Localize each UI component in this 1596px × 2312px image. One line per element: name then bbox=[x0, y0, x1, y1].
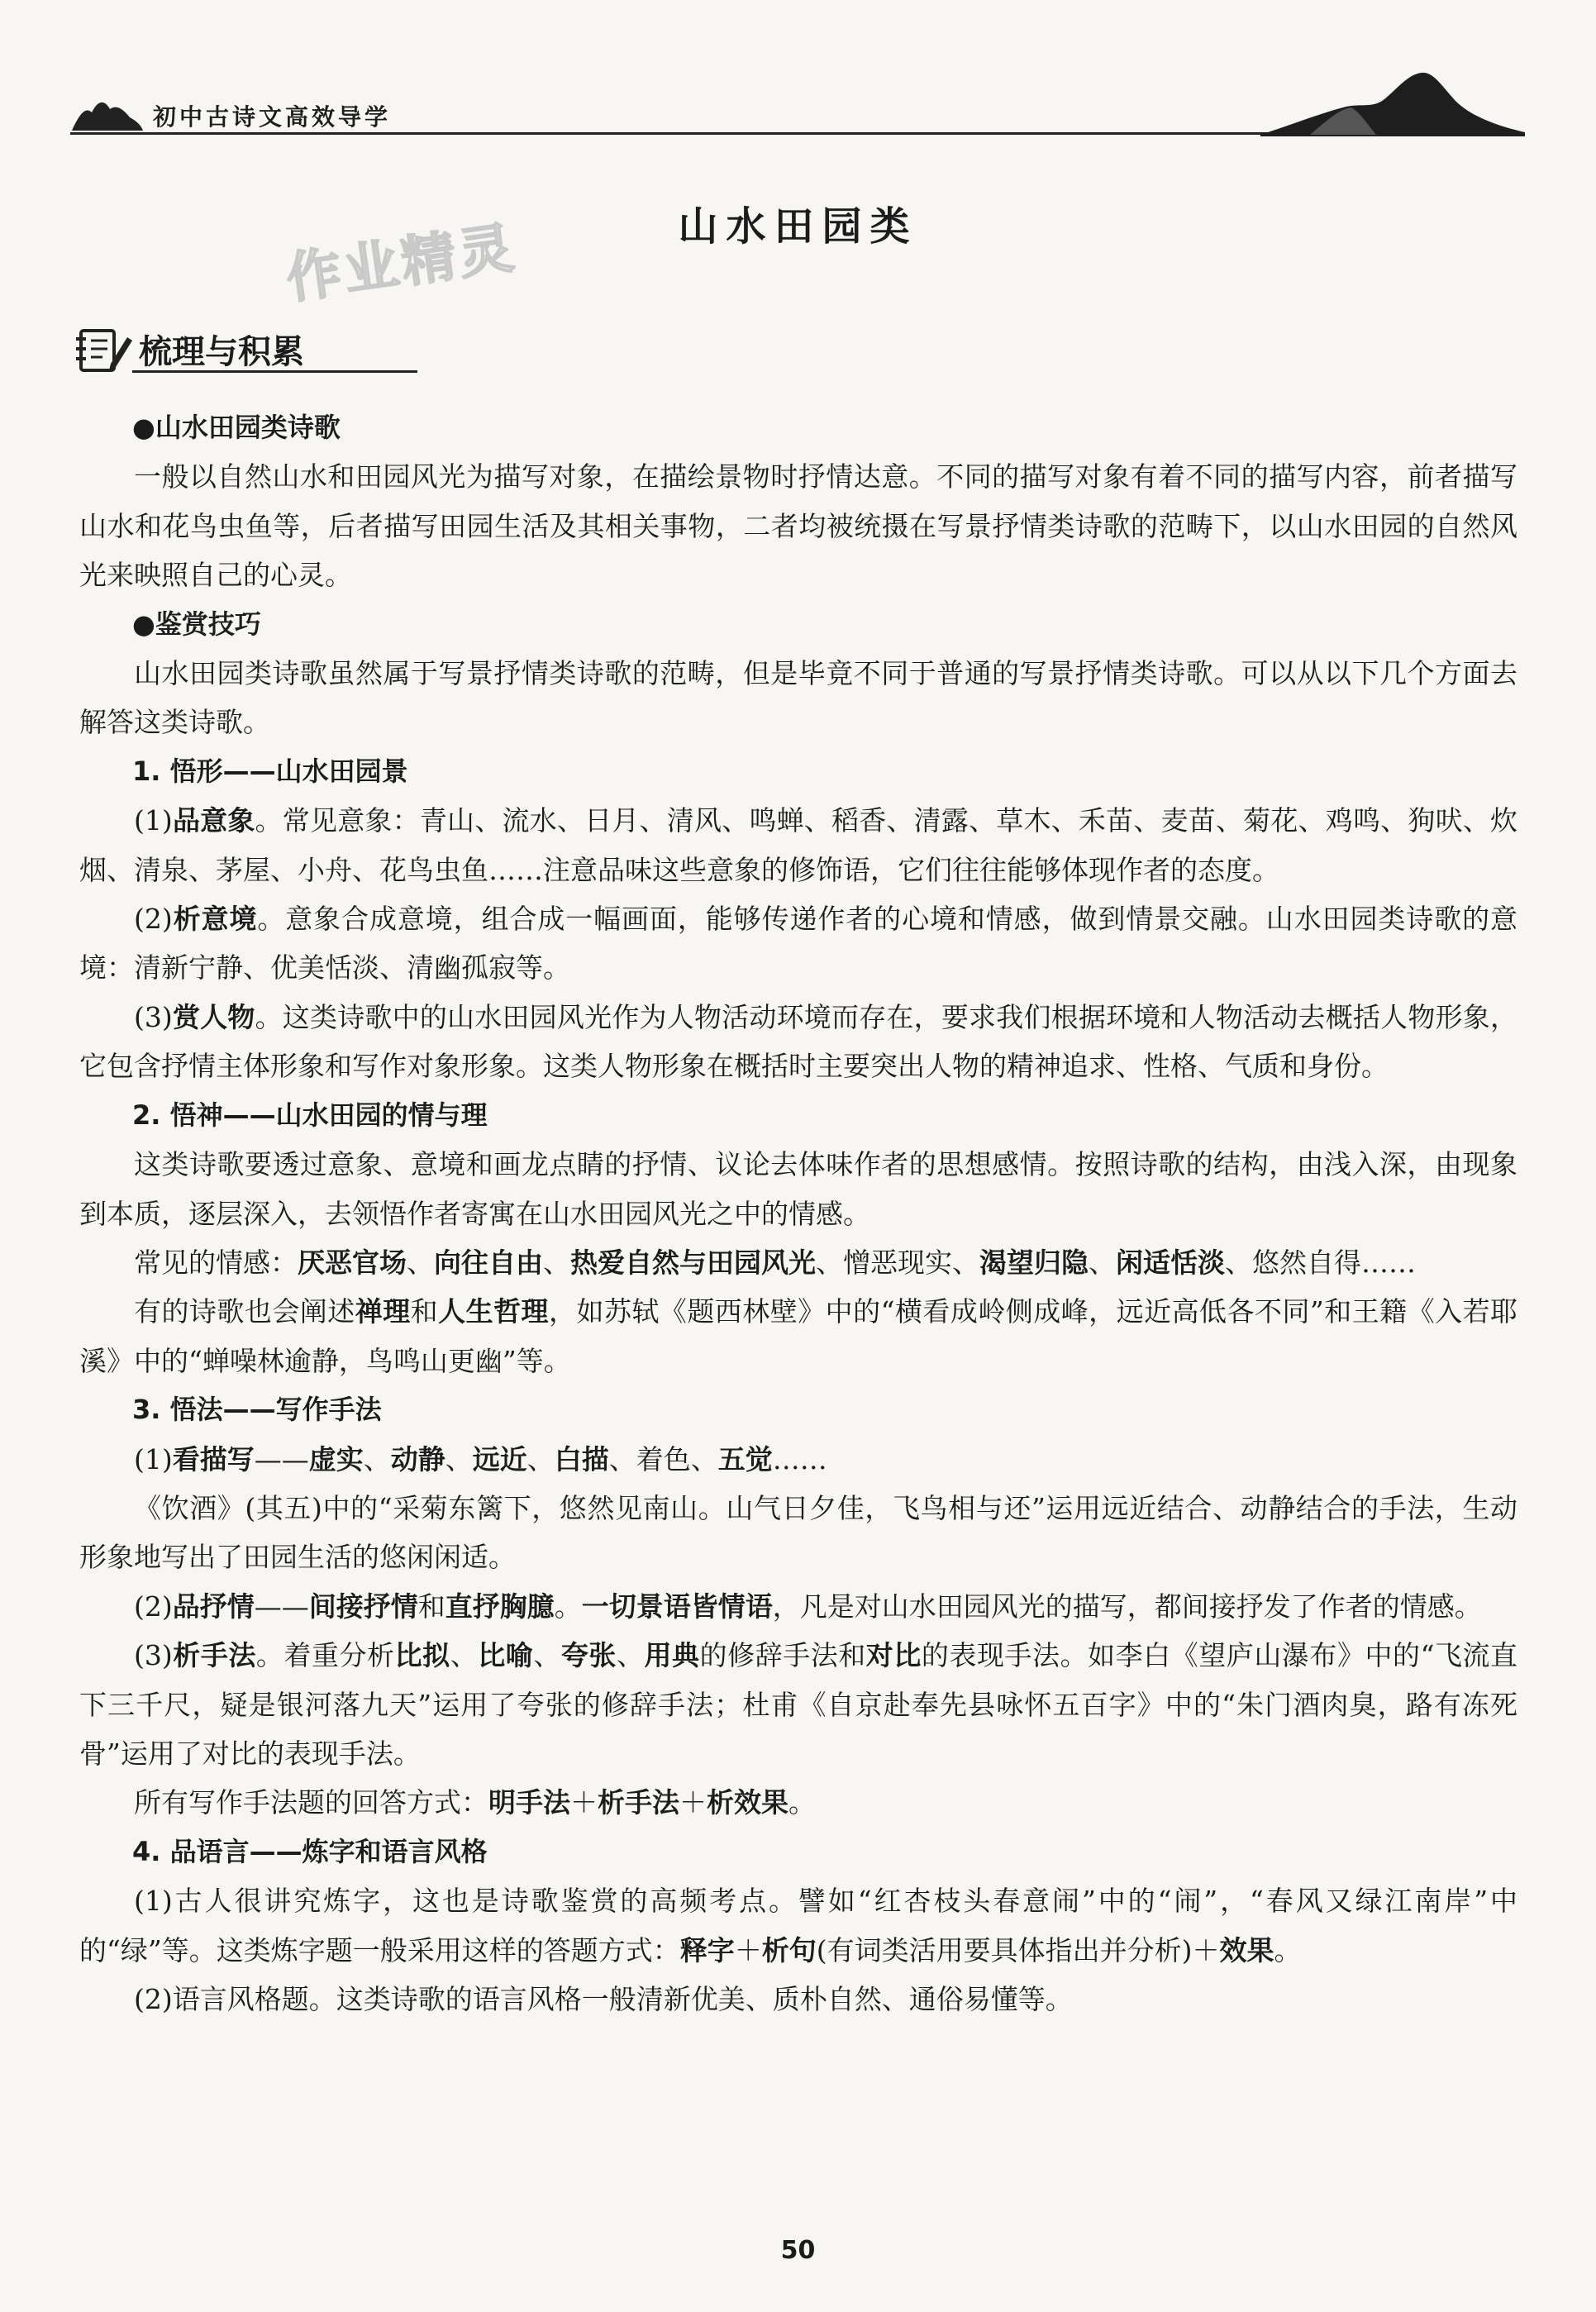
bold-run: 释字 bbox=[679, 1933, 735, 1966]
text-run: 。常见意象：青山、流水、日月、清风、鸣蝉、稻香、清露、草木、禾苗、麦苗、菊花、鸡鸣、狗吠、炊烟、清泉、茅屋、小舟、花鸟虫鱼……注意品味这些意象的修饰语，它们往往能够体现作者的态度。 bbox=[79, 804, 1518, 886]
paragraph bbox=[79, 1778, 1517, 1827]
text-run: 一般以自然山水和田园风光为描写对象，在描绘景物时抒情达意。不同的描写对象有着不同的描写内容，前者描写山水和花鸟虫鱼等，后者描写田园生活及其相关事物，二者均被统摄在写景抒情类诗歌的范畴下，以山水田园的自然风光来映照自己的心灵。 bbox=[79, 460, 1517, 592]
text-run: 的表现手法。如李白《望庐山瀑布》中的“飞流直下三千尺，疑是银河落九天”运用了夸张的修辞手法；杜甫《自京赴奉先县咏怀五百字》中的“朱门酒肉臭，路有冻死骨”运用了对比的表现手法。 bbox=[79, 1639, 1518, 1770]
text-run: ＋ bbox=[679, 1786, 707, 1819]
text-run: ＋ bbox=[734, 1933, 762, 1966]
text-run: ＋ bbox=[570, 1786, 598, 1819]
notebook-pencil-icon bbox=[74, 326, 134, 375]
mountain-logo-icon bbox=[70, 91, 145, 132]
paragraph bbox=[79, 1140, 1517, 1238]
bold-run: 看描写 bbox=[172, 1442, 255, 1475]
paragraph bbox=[79, 403, 1517, 452]
bold-run: 析手法 bbox=[598, 1786, 679, 1819]
text-run: (1)古人很讲究炼字，这也是诗歌鉴赏的高频考点。譬如“红杏枝头春意闹”中的“闹”，“春风又绿江南岸”中的“绿”等。这类炼字题一般采用这样的答题方式： bbox=[79, 1885, 1517, 1966]
text-run: 、 bbox=[445, 1442, 473, 1475]
text-run: (1) bbox=[134, 804, 173, 837]
bold-run: 比拟 bbox=[394, 1639, 450, 1672]
text-run: (3) bbox=[134, 1639, 173, 1672]
text-run: 所有写作手法题的回答方式： bbox=[134, 1786, 488, 1819]
paragraph bbox=[79, 1828, 1517, 1876]
bold-run: 动静 bbox=[390, 1442, 445, 1475]
text-run: 和 bbox=[417, 1590, 445, 1623]
text-run: (3) bbox=[134, 1000, 173, 1033]
text-run: 、 bbox=[1089, 1246, 1116, 1279]
bold-run: 闲适恬淡 bbox=[1116, 1246, 1225, 1279]
watermark: 作业精灵 bbox=[282, 215, 521, 312]
text-run: 、悠然自得…… bbox=[1225, 1246, 1416, 1279]
text-run: 。这类诗歌中的山水田园风光作为人物活动环境而存在，要求我们根据环境和人物活动去概括人物形象，它包含抒情主体形象和写作对象形象。这类人物形象在概括时主要突出人物的精神追求、性格、气质和身份。 bbox=[79, 1000, 1518, 1083]
text-run: 。 bbox=[788, 1786, 816, 1819]
mountain-silhouette-icon bbox=[1260, 66, 1525, 136]
bold-run: 析效果 bbox=[707, 1786, 788, 1819]
text-run: (2) bbox=[134, 903, 173, 936]
text-run: 。意象合成意境，组合成一幅画面，能够传递作者的心境和情感，做到情景交融。山水田园类诗歌的意境：清新宁静、优美恬淡、清幽孤寂等。 bbox=[79, 903, 1518, 984]
bold-run: 4. 品语言——炼字和语言风格 bbox=[132, 1835, 488, 1867]
paragraph bbox=[79, 796, 1517, 894]
text-run: ，如苏轼《题西林壁》中的“横看成岭侧成峰，远近高低各不同”和王籍《入若耶溪》中的“蝉噪林逾静，鸟鸣山更幽”等。 bbox=[79, 1295, 1518, 1377]
text-run: 、 bbox=[616, 1639, 645, 1672]
bold-run: 间接抒情 bbox=[308, 1590, 418, 1623]
text-run: 。着重分析 bbox=[255, 1639, 395, 1672]
paragraph bbox=[79, 649, 1517, 747]
bold-run: 3. 悟法——写作手法 bbox=[132, 1394, 382, 1426]
text-run: 。 bbox=[554, 1590, 582, 1623]
bold-run: 用典 bbox=[644, 1639, 700, 1672]
text-run: 山水田园类诗歌虽然属于写景抒情类诗歌的范畴，但是毕竟不同于普通的写景抒情类诗歌。可以从以下几个方面去解答这类诗歌。 bbox=[79, 657, 1517, 739]
text-run: 的修辞手法和 bbox=[699, 1639, 866, 1672]
bold-run: 直抒胸臆 bbox=[445, 1590, 555, 1623]
bold-run: 远近 bbox=[472, 1442, 527, 1475]
bold-run: 品意象 bbox=[172, 804, 255, 837]
bold-run: 人生哲理 bbox=[438, 1295, 550, 1328]
text-run: 、 bbox=[363, 1442, 391, 1475]
body-text bbox=[79, 403, 1517, 2024]
text-run: 有的诗歌也会阐述 bbox=[134, 1295, 355, 1328]
paragraph bbox=[79, 993, 1517, 1091]
text-run: 、 bbox=[450, 1639, 479, 1672]
bold-run: 比喻 bbox=[478, 1639, 534, 1672]
bold-run: 明手法 bbox=[488, 1786, 570, 1819]
text-run: 常见的情感： bbox=[134, 1246, 298, 1279]
section-title: 梳理与积累 bbox=[139, 333, 304, 371]
text-run: 、 bbox=[526, 1442, 555, 1475]
bold-run: 厌恶官场 bbox=[298, 1246, 407, 1279]
bold-run: ●鉴赏技巧 bbox=[132, 608, 261, 640]
text-run: 《饮酒》(其五)中的“采菊东篱下，悠然见南山。山气日夕佳，飞鸟相与还”运用远近结合、动静结合的手法，生动形象地写出了田园生活的悠闲闲适。 bbox=[79, 1491, 1517, 1574]
page-number: 50 bbox=[780, 2236, 816, 2265]
text-run: 、憎恶现实、 bbox=[816, 1246, 979, 1279]
paragraph bbox=[79, 1385, 1517, 1434]
paragraph bbox=[79, 1631, 1517, 1778]
bold-run: 渴望归隐 bbox=[979, 1246, 1089, 1279]
text-run: 这类诗歌要透过意象、意境和画龙点睛的抒情、议论去体味作者的思想感情。按照诗歌的结构，由浅入深，由现象到本质，逐层深入，去领悟作者寄寓在山水田园风光之中的情感。 bbox=[79, 1148, 1517, 1230]
bold-run: 夸张 bbox=[560, 1639, 617, 1672]
paragraph bbox=[79, 600, 1517, 649]
text-run: —— bbox=[254, 1442, 309, 1475]
paragraph bbox=[79, 747, 1517, 796]
text-run: —— bbox=[254, 1590, 309, 1623]
bold-run: 五觉 bbox=[717, 1442, 773, 1475]
bold-run: 虚实 bbox=[308, 1442, 364, 1475]
paragraph bbox=[79, 1484, 1517, 1582]
text-run: 、着色、 bbox=[608, 1442, 718, 1475]
text-run: (2)语言风格题。这类诗歌的语言风格一般清新优美、质朴自然、通俗易懂等。 bbox=[134, 1983, 1073, 2015]
text-run: (有词类活用要具体指出并分析)＋ bbox=[816, 1933, 1220, 1966]
paragraph bbox=[79, 1238, 1517, 1287]
bold-run: 对比 bbox=[865, 1639, 922, 1672]
text-run: ，凡是对山水田园风光的描写，都间接抒发了作者的情感。 bbox=[772, 1590, 1482, 1623]
bold-run: ●山水田园类诗歌 bbox=[132, 412, 341, 443]
bold-run: 2. 悟神——山水田园的情与理 bbox=[132, 1099, 488, 1131]
bold-run: 析手法 bbox=[172, 1639, 256, 1672]
book-title: 初中古诗文高效导学 bbox=[153, 103, 392, 131]
section-underline bbox=[132, 370, 417, 373]
bold-run: 品抒情 bbox=[172, 1590, 255, 1623]
paragraph bbox=[79, 894, 1517, 993]
page-title: 山水田园类 bbox=[678, 203, 918, 250]
bold-run: 一切景语皆情语 bbox=[581, 1590, 773, 1623]
paragraph bbox=[79, 1287, 1517, 1385]
text-run: 、 bbox=[407, 1246, 434, 1279]
text-run: 和 bbox=[410, 1295, 439, 1328]
text-run: 、 bbox=[533, 1639, 561, 1672]
text-run: (2) bbox=[134, 1590, 173, 1623]
paragraph bbox=[79, 1876, 1517, 1975]
bold-run: 析意境 bbox=[172, 903, 258, 936]
paragraph bbox=[79, 1582, 1517, 1631]
bold-run: 热爱自然与田园风光 bbox=[570, 1246, 816, 1279]
bold-run: 白描 bbox=[554, 1442, 609, 1475]
text-run: …… bbox=[772, 1442, 827, 1475]
paragraph bbox=[79, 1975, 1517, 2024]
text-run: 、 bbox=[543, 1246, 570, 1279]
paragraph bbox=[79, 452, 1517, 599]
running-header bbox=[70, 83, 1525, 141]
bold-run: 析句 bbox=[761, 1933, 817, 1966]
paragraph bbox=[79, 1435, 1517, 1484]
bold-run: 禅理 bbox=[355, 1295, 411, 1328]
paragraph bbox=[79, 1091, 1517, 1140]
text-run: (1) bbox=[134, 1442, 173, 1475]
bold-run: 赏人物 bbox=[172, 1000, 255, 1033]
bold-run: 向往自由 bbox=[434, 1246, 543, 1279]
bold-run: 效果 bbox=[1219, 1933, 1274, 1966]
text-run: 。 bbox=[1274, 1933, 1302, 1966]
bold-run: 1. 悟形——山水田园景 bbox=[132, 755, 408, 787]
